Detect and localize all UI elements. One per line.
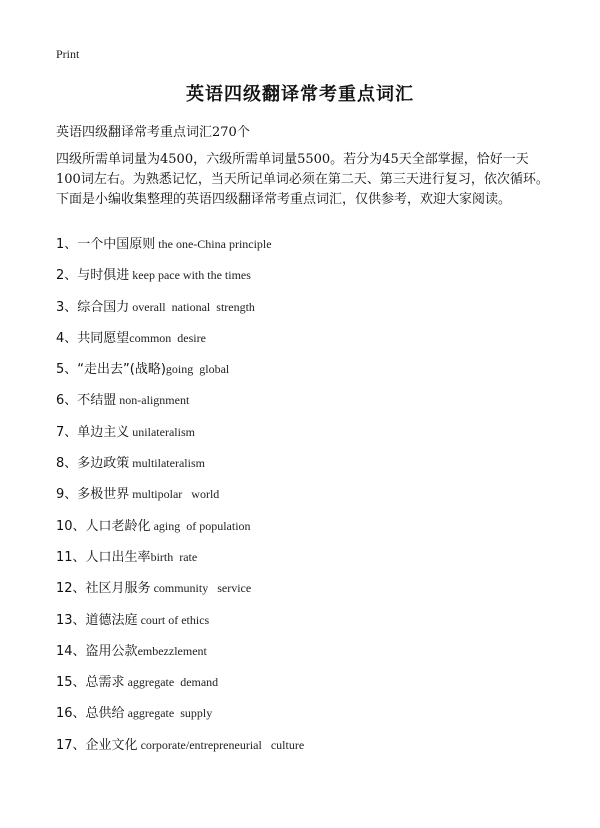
vocab-number: 7、 (56, 424, 78, 440)
vocab-chinese: 道德法庭 (85, 612, 138, 628)
vocab-chinese: 人口出生率 (85, 549, 151, 565)
vocab-number: 17、 (56, 737, 86, 753)
vocab-english: aggregate supply (124, 706, 213, 721)
vocab-english: aggregate demand (124, 675, 219, 690)
vocab-chinese: 企业文化 (85, 737, 138, 753)
vocab-chinese: “走出去”(战略) (77, 362, 166, 378)
vocab-item (56, 263, 556, 294)
vocab-item (56, 357, 556, 388)
vocab-chinese: 与时俱进 (77, 268, 130, 284)
vocab-chinese: 盗用公款 (85, 643, 138, 659)
vocab-number: 3、 (56, 299, 78, 315)
vocab-english: aging of population (150, 518, 251, 533)
vocab-number: 10、 (56, 518, 86, 534)
vocab-number: 9、 (56, 487, 78, 503)
vocab-english: birth rate (150, 549, 198, 564)
vocab-chinese: 一个中国原则 (77, 237, 156, 252)
article-subtitle: 英语四级翻译常考重点词汇270个 (56, 125, 250, 140)
print-link[interactable]: Print (56, 47, 80, 61)
vocab-number: 4、 (56, 330, 78, 346)
vocab-number: 12、 (56, 581, 86, 597)
vocab-number: 14、 (56, 643, 86, 659)
vocab-chinese: 共同愿望 (77, 330, 130, 346)
vocab-number: 1、 (56, 237, 78, 252)
vocab-chinese: 多极世界 (77, 487, 130, 503)
vocab-item (56, 232, 556, 263)
vocab-chinese: 人口老龄化 (85, 518, 151, 534)
vocab-number: 16、 (56, 706, 86, 722)
vocab-english: embezzlement (137, 643, 207, 658)
vocab-chinese: 单边主义 (77, 424, 130, 440)
intro-paragraph: 四级所需单词量为4500，六级所需单词量5500。若分为45天全部掌握，恰好一天100词左右。为熟悉记忆，当天所记单词必须在第二天、第三天进行复习，依次循环。下面是小编收集整理的英语四级翻译常考重点词汇，仅供参考，欢迎大家阅读。 (56, 152, 549, 207)
vocab-chinese: 综合国力 (77, 299, 130, 315)
vocab-english: unilateralism (129, 424, 195, 439)
vocab-english: court of ethics (137, 612, 210, 627)
vocab-number: 6、 (56, 393, 78, 409)
vocab-english: common desire (129, 330, 206, 345)
vocab-chinese: 不结盟 (77, 393, 117, 409)
vocab-item (56, 733, 556, 764)
vocab-list (56, 232, 556, 764)
vocab-english: the one-China principle (155, 237, 272, 251)
vocab-english: multipolar world (129, 487, 220, 502)
vocab-item (56, 608, 556, 639)
vocab-item (56, 388, 556, 419)
vocab-chinese: 社区月服务 (85, 581, 151, 597)
vocab-number: 15、 (56, 675, 86, 691)
vocab-number: 5、 (56, 362, 78, 378)
vocab-item (56, 639, 556, 670)
vocab-item (56, 545, 556, 576)
vocab-item (56, 420, 556, 451)
vocab-number: 11、 (56, 549, 86, 565)
vocab-english: non-alignment (116, 393, 190, 408)
vocab-number: 8、 (56, 456, 78, 472)
vocab-number: 2、 (56, 268, 78, 284)
vocab-english: overall national strength (129, 299, 255, 314)
vocab-item (56, 451, 556, 482)
vocab-chinese: 总供给 (85, 706, 125, 722)
vocab-english: community service (150, 581, 252, 596)
page-title: 英语四级翻译常考重点词汇 (186, 84, 414, 105)
vocab-item (56, 482, 556, 513)
vocab-english: multilateralism (129, 456, 205, 471)
vocab-item (56, 514, 556, 545)
vocab-number: 13、 (56, 612, 86, 628)
vocab-english: corporate/entrepreneurial culture (137, 737, 305, 752)
vocab-item (56, 701, 556, 732)
vocab-english: going global (165, 362, 230, 377)
vocab-english: keep pace with the times (129, 268, 251, 283)
vocab-item (56, 576, 556, 607)
vocab-item (56, 326, 556, 357)
vocab-item (56, 670, 556, 701)
vocab-chinese: 多边政策 (77, 456, 130, 472)
vocab-chinese: 总需求 (85, 675, 125, 691)
vocab-item (56, 295, 556, 326)
